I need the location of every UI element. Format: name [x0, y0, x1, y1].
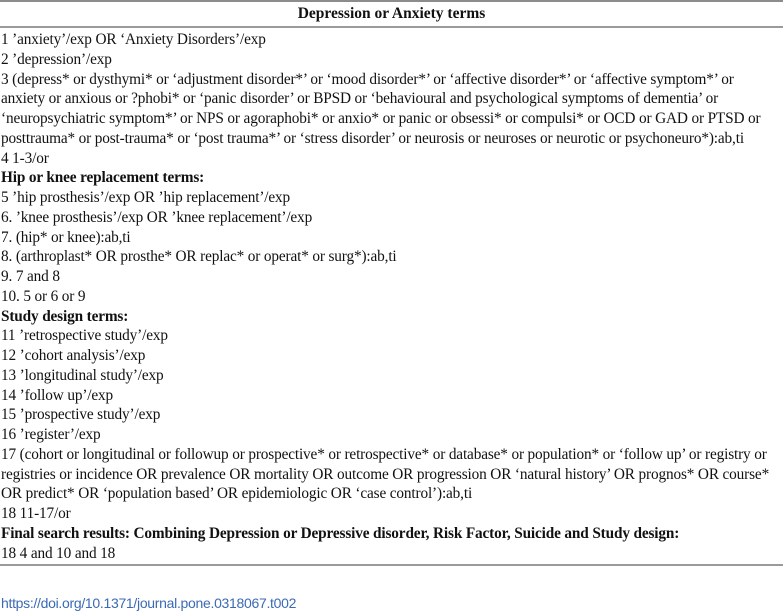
search-term-row: 8. (arthroplast* OR prosthe* OR replac* or operat* or surg*):ab,ti — [1, 248, 397, 266]
table-body — [0, 28, 783, 566]
search-term-row: 2 ’depression’/exp — [1, 50, 112, 68]
search-term-row: 17 (cohort or longitudinal or followup or prospective* or retrospective* or database* or population* or ‘follow up’ or registry or registries or incidence OR prevalence OR mortality OR outcome OR progression OR ‘natural history’ OR prognos* OR course* OR predict* OR ‘population based’ OR epidemiologic OR ‘case control’):ab,ti — [1, 445, 770, 503]
section-heading: Final search results: Combining Depression or Depressive disorder, Risk Factor, Suicide and Study design: — [1, 524, 680, 542]
search-term-row: 12 ’cohort analysis’/exp — [1, 347, 146, 364]
search-term-row: 14 ’follow up’/exp — [1, 386, 114, 404]
search-term-row: 16 ’register’/exp — [1, 426, 101, 443]
search-term-row: 3 (depress* or dysthymi* or ‘adjustment disorder*’ or ‘mood disorder*’ or ‘affective disorder*’ or ‘affective symptom*’ or anxiety or anxious or ?phobi* or ‘panic disorder’ or BPSD or ‘behavioural and psychological symptoms of dementia’ or ‘neuropsychiatric symptom*’ or NPS or agoraphobi* or anxio* or panic or obsessi* or compulsi* or OCD or GAD or PTSD or posttrauma* or post-trauma* or ‘post trauma*’ or ‘stress disorder’ or neurosis or neuroses or neurotic or psychoneuro*):ab,ti — [1, 70, 761, 147]
search-term-row: 7. (hip* or knee):ab,ti — [1, 228, 131, 246]
search-term-row: 10. 5 or 6 or 9 — [1, 287, 86, 305]
search-term-row: 1 ’anxiety’/exp OR ‘Anxiety Disorders’/exp — [1, 31, 266, 48]
search-term-row: 6. ’knee prosthesis’/exp OR ’knee replacement’/exp — [1, 208, 313, 226]
section-heading: Hip or knee replacement terms: — [1, 169, 205, 187]
search-term-row: 5 ’hip prosthesis’/exp OR ’hip replacement’/exp — [1, 189, 291, 206]
search-term-row: 13 ’longitudinal study’/exp — [1, 366, 164, 384]
search-term-row: 15 ’prospective study’/exp — [1, 406, 161, 424]
doi-link[interactable]: https://doi.org/10.1371/journal.pone.0318067.t002 — [1, 595, 297, 611]
search-term-row: 9. 7 and 8 — [1, 268, 60, 285]
search-term-row: 18 11-17/or — [1, 505, 71, 522]
section-heading: Study design terms: — [1, 307, 129, 325]
search-term-row: 18 4 and 10 and 18 — [1, 544, 116, 562]
search-term-row: 4 1-3/or — [1, 149, 49, 167]
table-header: Depression or Anxiety terms — [0, 2, 783, 28]
search-term-row: 11 ’retrospective study’/exp — [1, 327, 168, 345]
